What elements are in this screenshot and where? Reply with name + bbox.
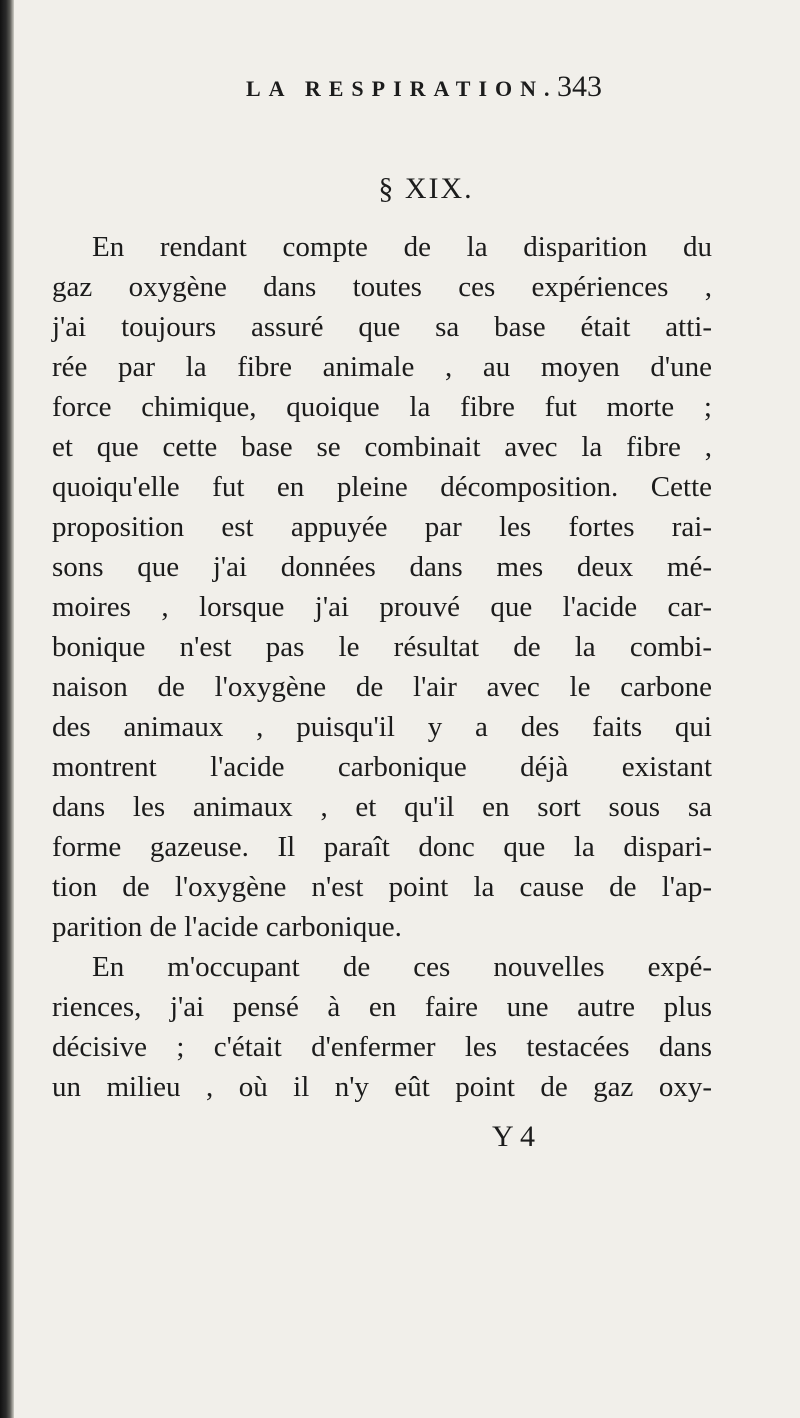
paragraph-1 <box>52 227 712 947</box>
text-line: riences, j'ai pensé à en faire une autre plus <box>52 991 712 1023</box>
text-line: et que cette base se combinait avec la fibre , <box>52 431 712 463</box>
text-line: naison de l'oxygène de l'air avec le carbone <box>52 671 712 703</box>
text-line: forme gazeuse. Il paraît donc que la dispari- <box>52 831 712 863</box>
body-text <box>52 227 712 1107</box>
text-line: force chimique, quoique la fibre fut morte ; <box>52 391 712 423</box>
text-line: décisive ; c'était d'enfermer les testacées dans <box>52 1031 712 1063</box>
section-heading: § XIX. <box>378 172 474 205</box>
text-line: j'ai toujours assuré que sa base était atti- <box>52 311 712 343</box>
text-line: proposition est appuyée par les fortes rai- <box>52 511 712 543</box>
text-line: gaz oxygène dans toutes ces expériences , <box>52 271 712 303</box>
text-line: tion de l'oxygène n'est point la cause de l'ap- <box>52 871 712 903</box>
text-line: parition de l'acide carbonique. <box>52 911 402 943</box>
book-page <box>14 0 800 1418</box>
signature-mark: Y 4 <box>492 1120 536 1153</box>
page-number: 343 <box>557 70 602 103</box>
running-title: LA RESPIRATION. <box>246 76 558 101</box>
text-line: montrent l'acide carbonique déjà existant <box>52 751 712 783</box>
text-line: un milieu , où il n'y eût point de gaz oxy- <box>52 1071 712 1103</box>
text-line: dans les animaux , et qu'il en sort sous sa <box>52 791 712 823</box>
running-head <box>14 70 800 110</box>
text-line: quoiqu'elle fut en pleine décomposition. Cette <box>52 471 712 503</box>
paragraph-2 <box>52 947 712 1107</box>
text-line: moires , lorsque j'ai prouvé que l'acide car- <box>52 591 712 623</box>
text-line: des animaux , puisqu'il y a des faits qui <box>52 711 712 743</box>
text-line: sons que j'ai données dans mes deux mé- <box>52 551 712 583</box>
binding-edge <box>0 0 14 1418</box>
text-line: rée par la fibre animale , au moyen d'une <box>52 351 712 383</box>
text-line: En m'occupant de ces nouvelles expé- <box>92 951 712 983</box>
text-line: bonique n'est pas le résultat de la combi- <box>52 631 712 663</box>
text-line: En rendant compte de la disparition du <box>92 231 712 263</box>
